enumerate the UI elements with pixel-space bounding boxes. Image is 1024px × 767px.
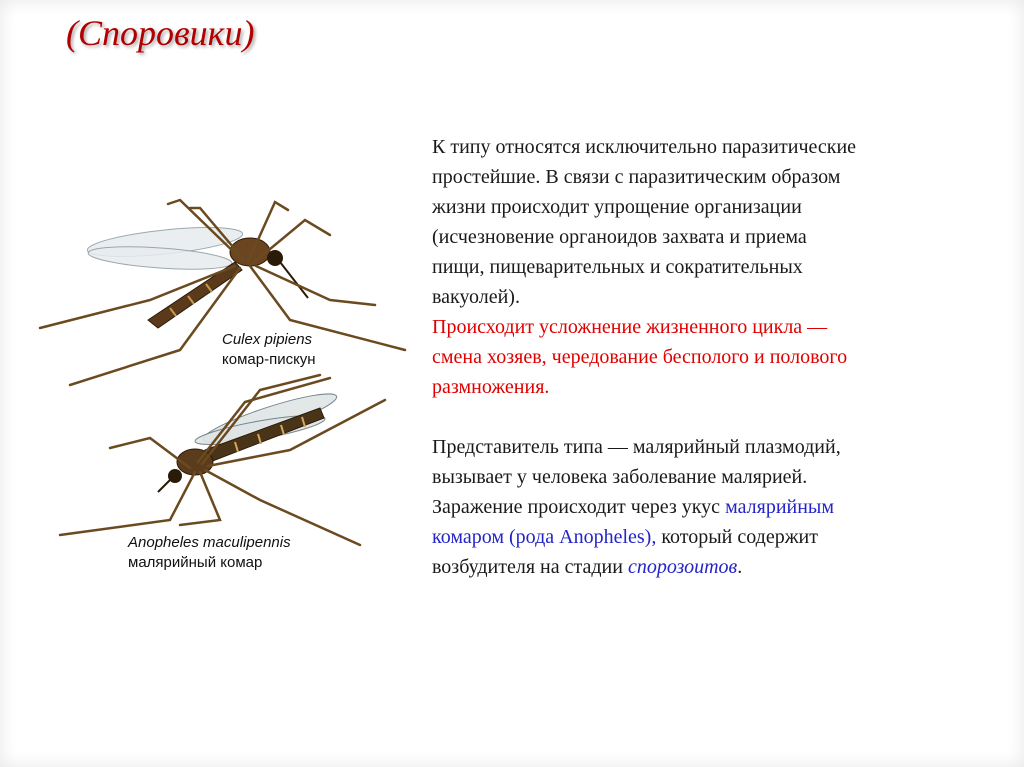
p1-line2: простейшие. В связи с паразитическим образом [432, 166, 841, 188]
p1-line3: жизни происходит упрощение организации [432, 196, 802, 218]
p3-line3: Заражение происходит через укус [432, 496, 726, 518]
paragraph-description [432, 132, 992, 312]
caption-culex-latin: Culex pipiens [222, 331, 313, 348]
p2-line3: размножения. [432, 376, 550, 398]
p3-line4: который содержит [656, 526, 818, 548]
p2-line2: смена хозяев, чередование бесполого и полового [432, 346, 848, 368]
p3-line1: Представитель типа — малярийный плазмодий, [432, 436, 841, 458]
p1-line5: пищи, пищеварительных и сократительных [432, 256, 803, 278]
slide-title: (Споровики) [66, 13, 255, 53]
anopheles-link-part1: малярийным [725, 496, 835, 518]
p1-line1: К типу относятся исключительно паразитические [432, 136, 857, 158]
p3-line2: вызывает у человека заболевание малярией. [432, 466, 808, 488]
p1-line4: (исчезновение органоидов захвата и приема [432, 226, 807, 248]
caption-anopheles-russian: малярийный комар [128, 554, 263, 571]
p3-line5: возбудителя на стадии [432, 556, 628, 578]
mosquito-anopheles-illustration [60, 375, 385, 545]
anopheles-link-part2: комаром (рода Anopheles), [432, 526, 657, 548]
caption-anopheles [128, 533, 291, 573]
paragraph-gap [432, 402, 992, 432]
caption-anopheles-latin: Anopheles maculipennis [128, 534, 291, 551]
sporozoite-term: спорозоитов [627, 556, 738, 578]
p3-line5-end: . [737, 556, 743, 578]
p1-line6: вакуолей). [432, 286, 520, 308]
paragraph-representative [432, 432, 992, 582]
paragraph-life-cycle [432, 312, 992, 402]
caption-culex-russian: комар-пискун [222, 351, 316, 368]
body-text [432, 132, 992, 582]
p2-line1: Происходит усложнение жизненного цикла — [432, 316, 828, 338]
caption-culex [222, 330, 316, 370]
